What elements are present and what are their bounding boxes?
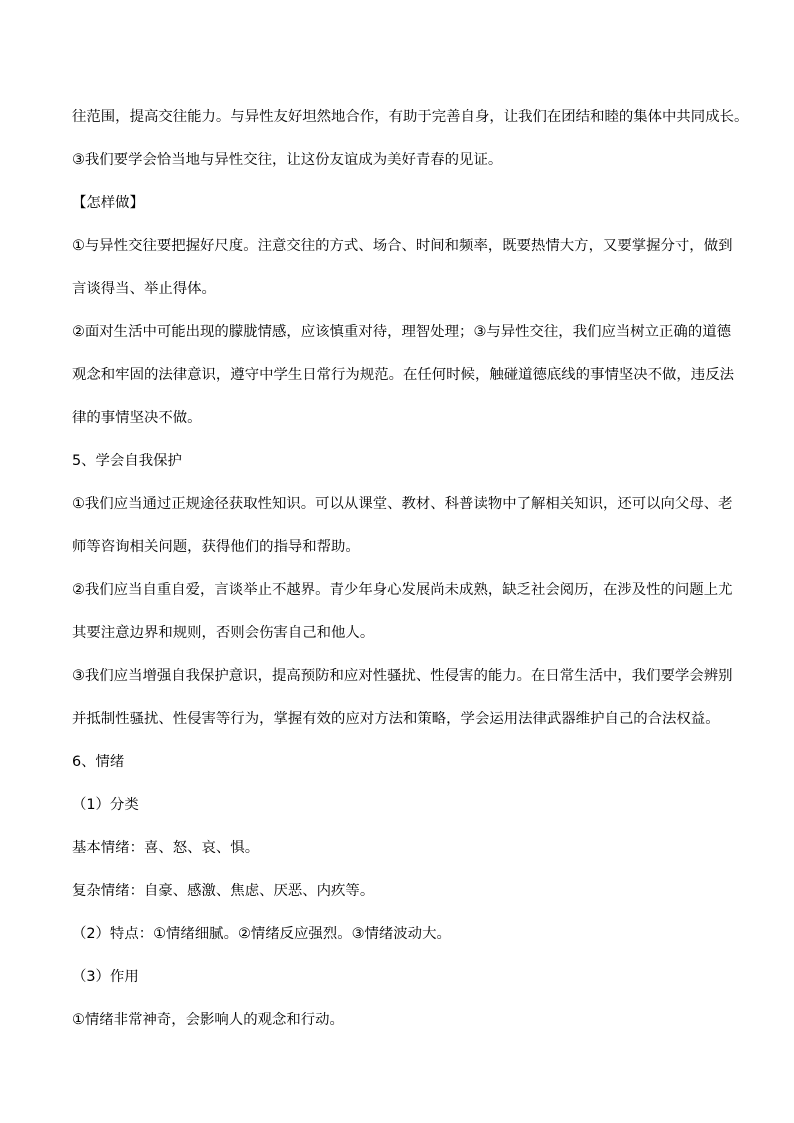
text-line: ②面对生活中可能出现的朦胧情感，应该慎重对待，理智处理；③与异性交往，我们应当树立正确的道德: [72, 324, 731, 340]
text-line: 复杂情绪：自豪、感激、焦虑、厌恶、内疚等。: [72, 883, 375, 899]
text-line: ②我们应当自重自爱，言谈举止不越界。青少年身心发展尚未成熟，缺乏社会阅历，在涉及性的问题上尤: [72, 582, 733, 598]
text-line: ①我们应当通过正规途径获取性知识。可以从课堂、教材、科普读物中了解相关知识，还可以向父母、老: [72, 496, 733, 512]
section-heading: 6、情绪: [72, 754, 125, 770]
text-line: ①情绪非常神奇，会影响人的观念和行动。: [72, 1012, 344, 1028]
text-line: ③我们要学会恰当地与异性交往，让这份友谊成为美好青春的见证。: [72, 152, 503, 168]
subsection-heading: （3）作用: [72, 969, 139, 985]
text-line: 并抵制性骚扰、性侵害等行为，掌握有效的应对方法和策略，学会运用法律武器维护自己的合法权益。: [72, 711, 720, 727]
text-line: ③我们应当增强自我保护意识，提高预防和应对性骚扰、性侵害的能力。在日常生活中，我们要学会辨别: [72, 668, 733, 684]
text-line: 言谈得当、举止得体。: [72, 281, 216, 297]
text-line: 基本情绪：喜、怒、哀、惧。: [72, 840, 260, 856]
text-line: （2）特点：①情绪细腻。②情绪反应强烈。③情绪波动大。: [72, 926, 451, 942]
text-line: 往范围，提高交往能力。与异性友好坦然地合作，有助于完善自身，让我们在团结和睦的集体中共同成长。: [72, 109, 749, 125]
text-line: ①与异性交往要把握好尺度。注意交往的方式、场合、时间和频率，既要热情大方，又要掌握分寸，做到: [72, 238, 733, 254]
text-line: 师等咨询相关问题，获得他们的指导和帮助。: [72, 539, 360, 555]
text-line: 观念和牢固的法律意识，遵守中学生日常行为规范。在任何时候，触碰道德底线的事情坚决不做，违反法: [72, 367, 734, 383]
section-heading: 5、学会自我保护: [72, 453, 182, 469]
text-line: 其要注意边界和规则，否则会伤害自己和他人。: [72, 625, 375, 641]
text-line: 律的事情坚决不做。: [72, 410, 202, 426]
subsection-heading: （1）分类: [72, 797, 139, 813]
section-heading: 【怎样做】: [72, 195, 144, 211]
